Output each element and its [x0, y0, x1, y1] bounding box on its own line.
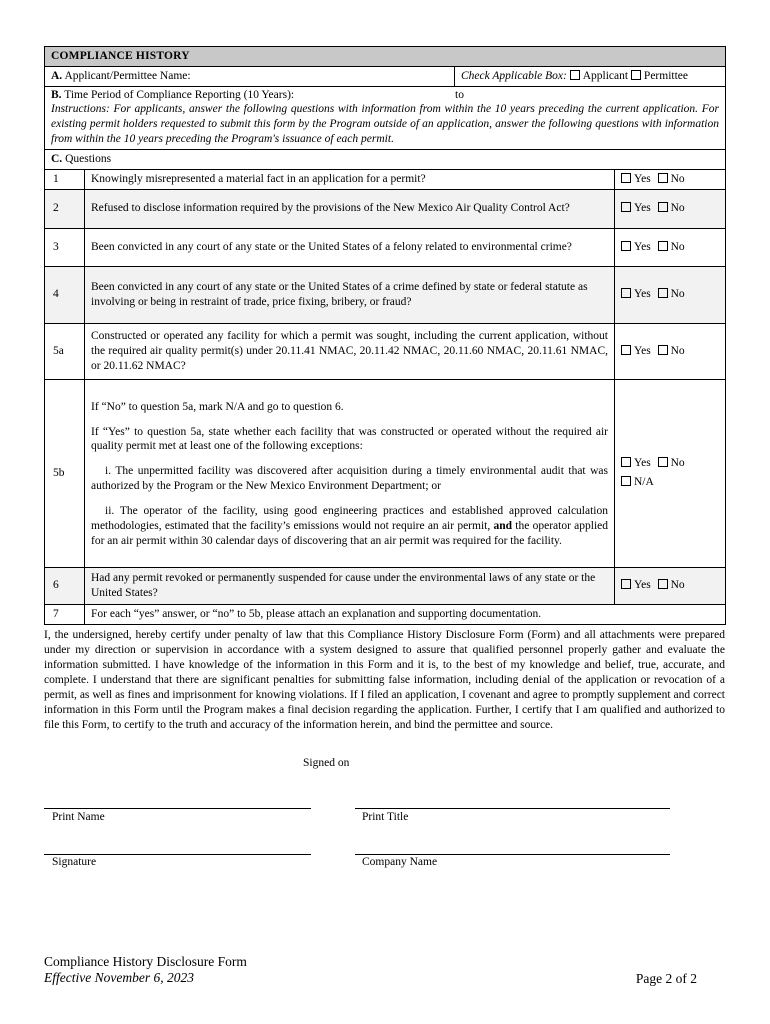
no-checkbox[interactable] [658, 288, 668, 298]
footer [44, 954, 247, 986]
applicant-name-field[interactable]: A. Applicant/Permittee Name: [45, 66, 455, 86]
question-text: Constructed or operated any facility for which a permit was sought, including the current application, without the required air quality permit(s) under 20.11.41 NMAC, 20.11.42 NMAC, 20.11.60 NMAC, 20.11.61 NMAC, or 20.11.62 NMAC? [85, 323, 615, 379]
yes-no-answer: Yes No [615, 567, 726, 604]
yes-no-answer: Yes No [615, 228, 726, 266]
question-number: 1 [45, 169, 85, 189]
question-text: Had any permit revoked or permanently suspended for cause under the environmental laws of any state or the United States? [85, 567, 615, 604]
yes-checkbox[interactable] [621, 579, 631, 589]
no-checkbox[interactable] [658, 345, 668, 355]
question-number: 6 [45, 567, 85, 604]
permittee-checkbox[interactable] [631, 70, 641, 80]
yes-no-answer: Yes No [615, 266, 726, 323]
question-number: 2 [45, 189, 85, 228]
question-text: Refused to disclose information required by the provisions of the New Mexico Air Quality Control Act? [85, 189, 615, 228]
print-title-label: Print Title [362, 811, 409, 823]
compliance-history-table [44, 46, 726, 625]
question-number: 5a [45, 323, 85, 379]
yes-no-answer: Yes No [615, 189, 726, 228]
no-checkbox[interactable] [658, 173, 668, 183]
yes-checkbox[interactable] [621, 288, 631, 298]
signature-label: Signature [52, 856, 97, 868]
certification-statement: I, the undersigned, hereby certify under penalty of law that this Compliance History Disclosure Form (Form) and all attachments were prepared under my direction or supervision in accordance with a system designed to assure that qualified personnel properly gather and evaluate the information submitted. I have knowledge of the information in this Form and it is, to the best of my knowledge and belief, true, accurate, and complete. I understand that there are significant penalties for submitting false information, including denial of the application or revocation of a permit, as well as fines and imprisonment for knowing violations. If I filed an application, I covenant and agree to promptly supplement and correct information in this Form until the Program makes a final decision regarding the application. Further, I certify that I am qualified and authorized to file this Form, to certify to the truth and accuracy of the information herein, and bind the permittee and source. [44, 629, 725, 731]
no-checkbox[interactable] [658, 457, 668, 467]
questions-header: C. Questions [45, 149, 726, 169]
footer-title: Compliance History Disclosure Form [44, 954, 247, 969]
question-text: For each “yes” answer, or “no” to 5b, please attach an explanation and supporting documentation. [85, 604, 726, 624]
time-period-to[interactable]: to [455, 88, 464, 101]
yes-checkbox[interactable] [621, 241, 631, 251]
yes-checkbox[interactable] [621, 173, 631, 183]
instructions: Instructions: For applicants, answer the following questions with information from within the 10 years preceding the current application. For existing permit holders requested to submit this form by the Program outside of an application, answer the following questions with information from within the 10 years preceding the Program's issuance of each permit. [51, 102, 720, 145]
footer-effective-date: Effective November 6, 2023 [44, 970, 194, 985]
yes-checkbox[interactable] [621, 202, 631, 212]
print-name-label: Print Name [52, 811, 105, 823]
applicant-checkbox[interactable] [570, 70, 580, 80]
yes-checkbox[interactable] [621, 345, 631, 355]
yes-no-na-answer: Yes No N/A [615, 379, 726, 567]
time-period-cell: B. Time Period of Compliance Reporting (10 Years): to Instructions: For applicants, answer the following questions with information from within the 10 years preceding the current application. For existing permit holders requested to submit this form by the Program outside of an application, answer the following questions with information from within the 10 years preceding the Program's issuance of each permit. [45, 86, 726, 149]
question-text: Been convicted in any court of any state or the United States of a felony related to environmental crime? [85, 228, 615, 266]
question-number: 5b [45, 379, 85, 567]
signature-line[interactable] [44, 854, 311, 855]
question-number: 4 [45, 266, 85, 323]
question-text: Knowingly misrepresented a material fact in an application for a permit? [85, 169, 615, 189]
yes-checkbox[interactable] [621, 457, 631, 467]
question-number: 7 [45, 604, 85, 624]
yes-no-answer: Yes No [615, 323, 726, 379]
question-number: 3 [45, 228, 85, 266]
page-number: Page 2 of 2 [635, 971, 697, 986]
applicant-type-checkboxes: Check Applicable Box: Applicant Permittee [455, 66, 726, 86]
yes-no-answer: Yes No [615, 169, 726, 189]
no-checkbox[interactable] [658, 579, 668, 589]
company-name-label: Company Name [362, 856, 438, 868]
section-title: COMPLIANCE HISTORY [45, 47, 726, 67]
question-5b-text: If “No” to question 5a, mark N/A and go to question 6. If “Yes” to question 5a, state whether each facility that was constructed or operated without the required air quality permit met at least one of the following exceptions: i. The unpermitted facility was discovered after acquisition during a timely environmental audit that was authorized by the Program or the New Mexico Environment Department; or ii. The operator of the facility, using good engineering practices and established approved calculation methodologies, estimated that the facility’s emissions would not require an air permit, and the operator applied for an air permit within 30 calendar days of discovering that an air permit was required for the facility. [85, 379, 615, 567]
no-checkbox[interactable] [658, 202, 668, 212]
no-checkbox[interactable] [658, 241, 668, 251]
na-checkbox[interactable] [621, 476, 631, 486]
company-name-line[interactable] [355, 854, 670, 855]
print-name-line[interactable] [44, 808, 311, 809]
signed-on-field[interactable]: Signed on [303, 757, 350, 769]
question-text: Been convicted in any court of any state or the United States of a crime defined by state or federal statute as involving or being in restraint of trade, price fixing, bribery, or fraud? [85, 266, 615, 323]
print-title-line[interactable] [355, 808, 670, 809]
